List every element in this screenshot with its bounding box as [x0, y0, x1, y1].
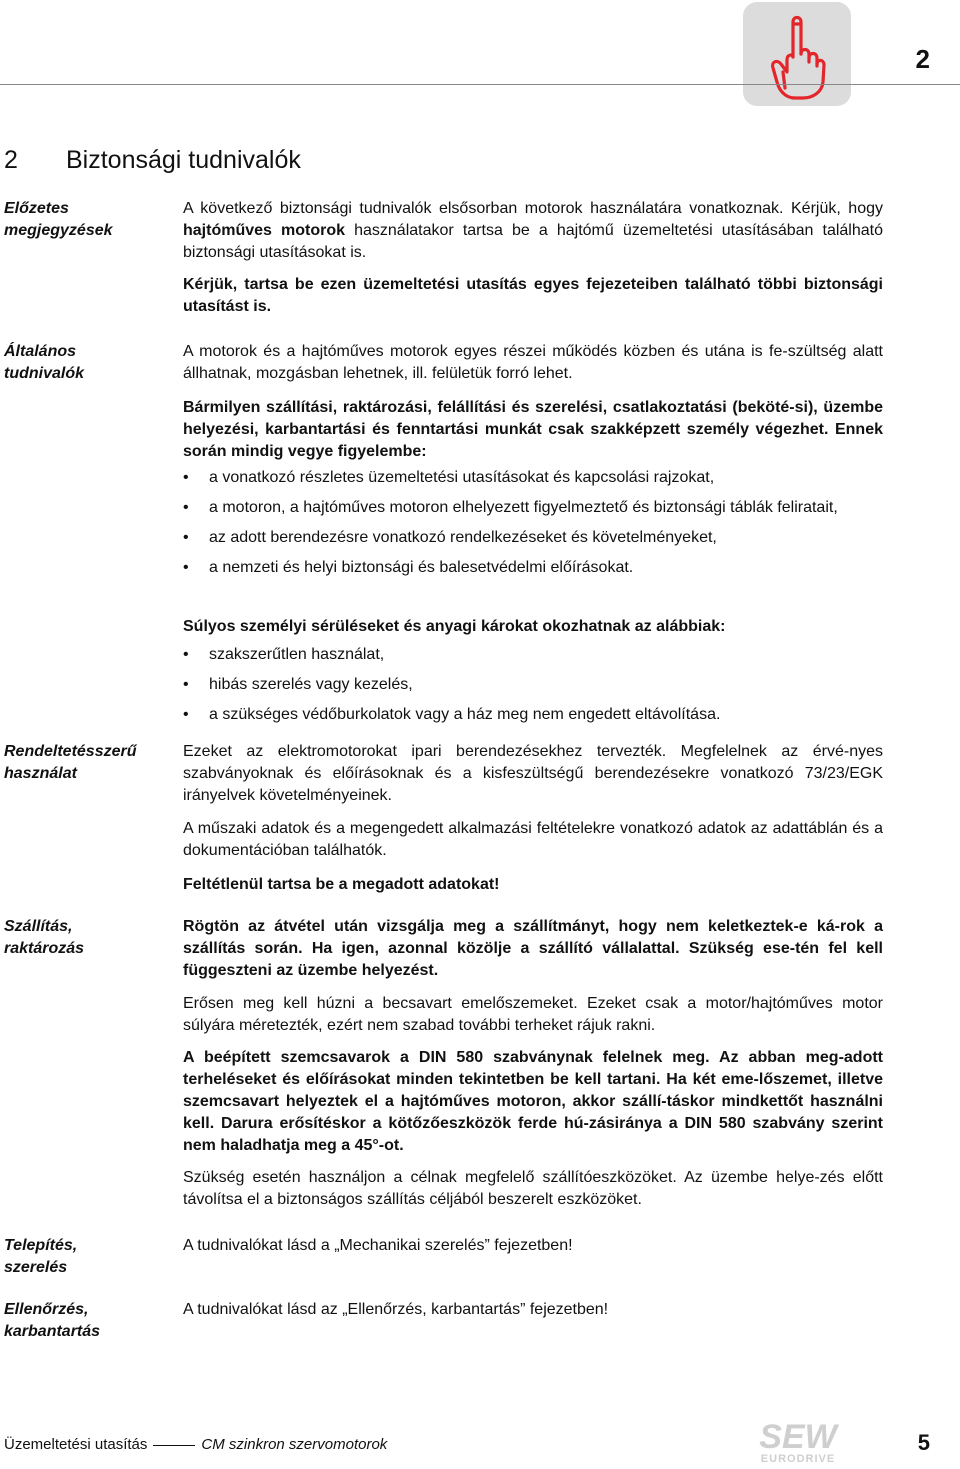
- section-number: 2: [4, 146, 18, 174]
- list-damage-causes: [183, 644, 883, 734]
- paragraph-installation: A tudnivalókat lásd a „Mechanikai szerelés” fejezetben!: [183, 1237, 573, 1254]
- page-number: 5: [917, 1430, 930, 1455]
- side-heading-preliminary: Előzetes megjegyzések: [4, 200, 113, 239]
- paragraph-general-2: Bármilyen szállítási, raktározási, felállítási és szerelési, csatlakoztatási (beköté-si), üzembe helyezési, karbantartási és fenntartási munkát csak szakképzett személy végezhet. Ennek során mindig vegye figyelembe:: [183, 399, 883, 460]
- list-item: • az adott berendezésre vonatkozó rendelkezéseket és követelményeket,: [183, 527, 883, 549]
- paragraph-preliminary-1: A következő biztonsági tudnivalók elsősorban motorok használatára vonatkoznak. Kérjük, hogy hajtóműves motorok használatakor tartsa be a hajtómű üzemeltetési utasításában található biztonsági utasításokat is.: [183, 200, 884, 261]
- paragraph-general-1: A motorok és a hajtóműves motorok egyes részei működés közben és utána is fe-szültség alatt állhatnak, mozgásban lehetnek, ill. felületük forró lehet.: [183, 343, 883, 382]
- side-heading-transport: Szállítás, raktározás: [4, 918, 85, 957]
- paragraph-transport-3: A beépített szemcsavarok a DIN 580 szabványnak felelnek meg. Az abban meg-adott terheléseket és előírásokat minden tekintetben be kell tartani. Ha két eme-lőszemet, illetve szemcsavart helyeztek el a hajtóműves motoron, akkor szállí-táskor mindkettőt használni kell. Darura erősítéskor a kötőzőeszközök ferde hú-zásiránya a DIN 580 szabvány szerint nem haladhatja meg a 45°-ot.: [183, 1049, 883, 1154]
- paragraph-general-3: Súlyos személyi sérüléseket és anyagi károkat okozhatnak az alábbiak:: [183, 618, 726, 635]
- raised-finger-hand-icon: [743, 2, 851, 106]
- section-title: Biztonsági tudnivalók: [66, 146, 301, 174]
- side-heading-inspection: Ellenőrzés, karbantartás: [4, 1301, 101, 1340]
- footer-text: Üzemeltetési utasítás CM szinkron szervomotorok: [4, 1436, 388, 1453]
- side-heading-general: Általános tudnivalók: [4, 343, 85, 382]
- sew-eurodrive-logo: [742, 1416, 854, 1464]
- side-heading-installation: Telepítés, szerelés: [4, 1237, 78, 1276]
- list-item: • a motoron, a hajtóműves motoron elhelyezett figyelmeztető és biztonsági táblák feliratait,: [183, 497, 883, 519]
- paragraph-transport-1: Rögtön az átvétel után vizsgálja meg a szállítmányt, hogy nem keletkeztek-e ká-rok a szállítás során. Ha igen, azonnal közölje a szállító vállalattal. Szükség ese-tén fel kell függeszteni az üzembe helyezést.: [183, 918, 883, 979]
- list-item: • szakszerűtlen használat,: [183, 644, 883, 666]
- paragraph-transport-2: Erősen meg kell húzni a becsavart emelőszemeket. Ezeket csak a motor/hajtóműves motor súlyára méretezték, ezért nem szabad további terheket rájuk rakni.: [183, 995, 883, 1034]
- list-general-requirements: [183, 467, 883, 587]
- list-item: • a nemzeti és helyi biztonsági és balesetvédelmi előírásokat.: [183, 557, 883, 579]
- paragraph-intended-use-2: A műszaki adatok és a megengedett alkalmazási feltételekre vonatkozó adatok az adattáblán és a dokumentációban találhatók.: [183, 820, 883, 859]
- paragraph-inspection: A tudnivalókat lásd az „Ellenőrzés, karbantartás” fejezetben!: [183, 1301, 609, 1318]
- list-item: • a szükséges védőburkolatok vagy a ház meg nem engedett eltávolítása.: [183, 704, 883, 726]
- paragraph-intended-use-1: Ezeket az elektromotorokat ipari berendezésekhez tervezték. Megfelelnek az érvé-nyes szabványoknak és előírásoknak és a kisfeszültségű berendezésekre vonatkozó 73/23/EGK irányelvek követelményeinek.: [183, 743, 883, 804]
- page-title: [4, 146, 301, 175]
- paragraph-transport-4: Szükség esetén használjon a célnak megfelelő szállítóeszközöket. Az üzembe helye-zés előtt távolítsa el a biztonságos szállítás céljából beszerelt eszközöket.: [183, 1169, 883, 1208]
- side-heading-intended-use: Rendeltetésszerű használat: [4, 743, 137, 782]
- svg-text:SEW: SEW: [759, 1418, 837, 1456]
- chapter-number: 2: [915, 44, 930, 74]
- svg-text:EURODRIVE: EURODRIVE: [760, 1453, 836, 1464]
- warning-hand-icon-box: [743, 2, 851, 106]
- list-item: • a vonatkozó részletes üzemeltetési utasításokat és kapcsolási rajzokat,: [183, 467, 883, 489]
- header-divider: [0, 84, 960, 85]
- paragraph-preliminary-2: Kérjük, tartsa be ezen üzemeltetési utasítás egyes fejezeteiben található többi biztonsági utasítást is.: [183, 276, 883, 315]
- paragraph-intended-use-3: Feltétlenül tartsa be a megadott adatokat!: [183, 876, 500, 893]
- list-item: • hibás szerelés vagy kezelés,: [183, 674, 883, 696]
